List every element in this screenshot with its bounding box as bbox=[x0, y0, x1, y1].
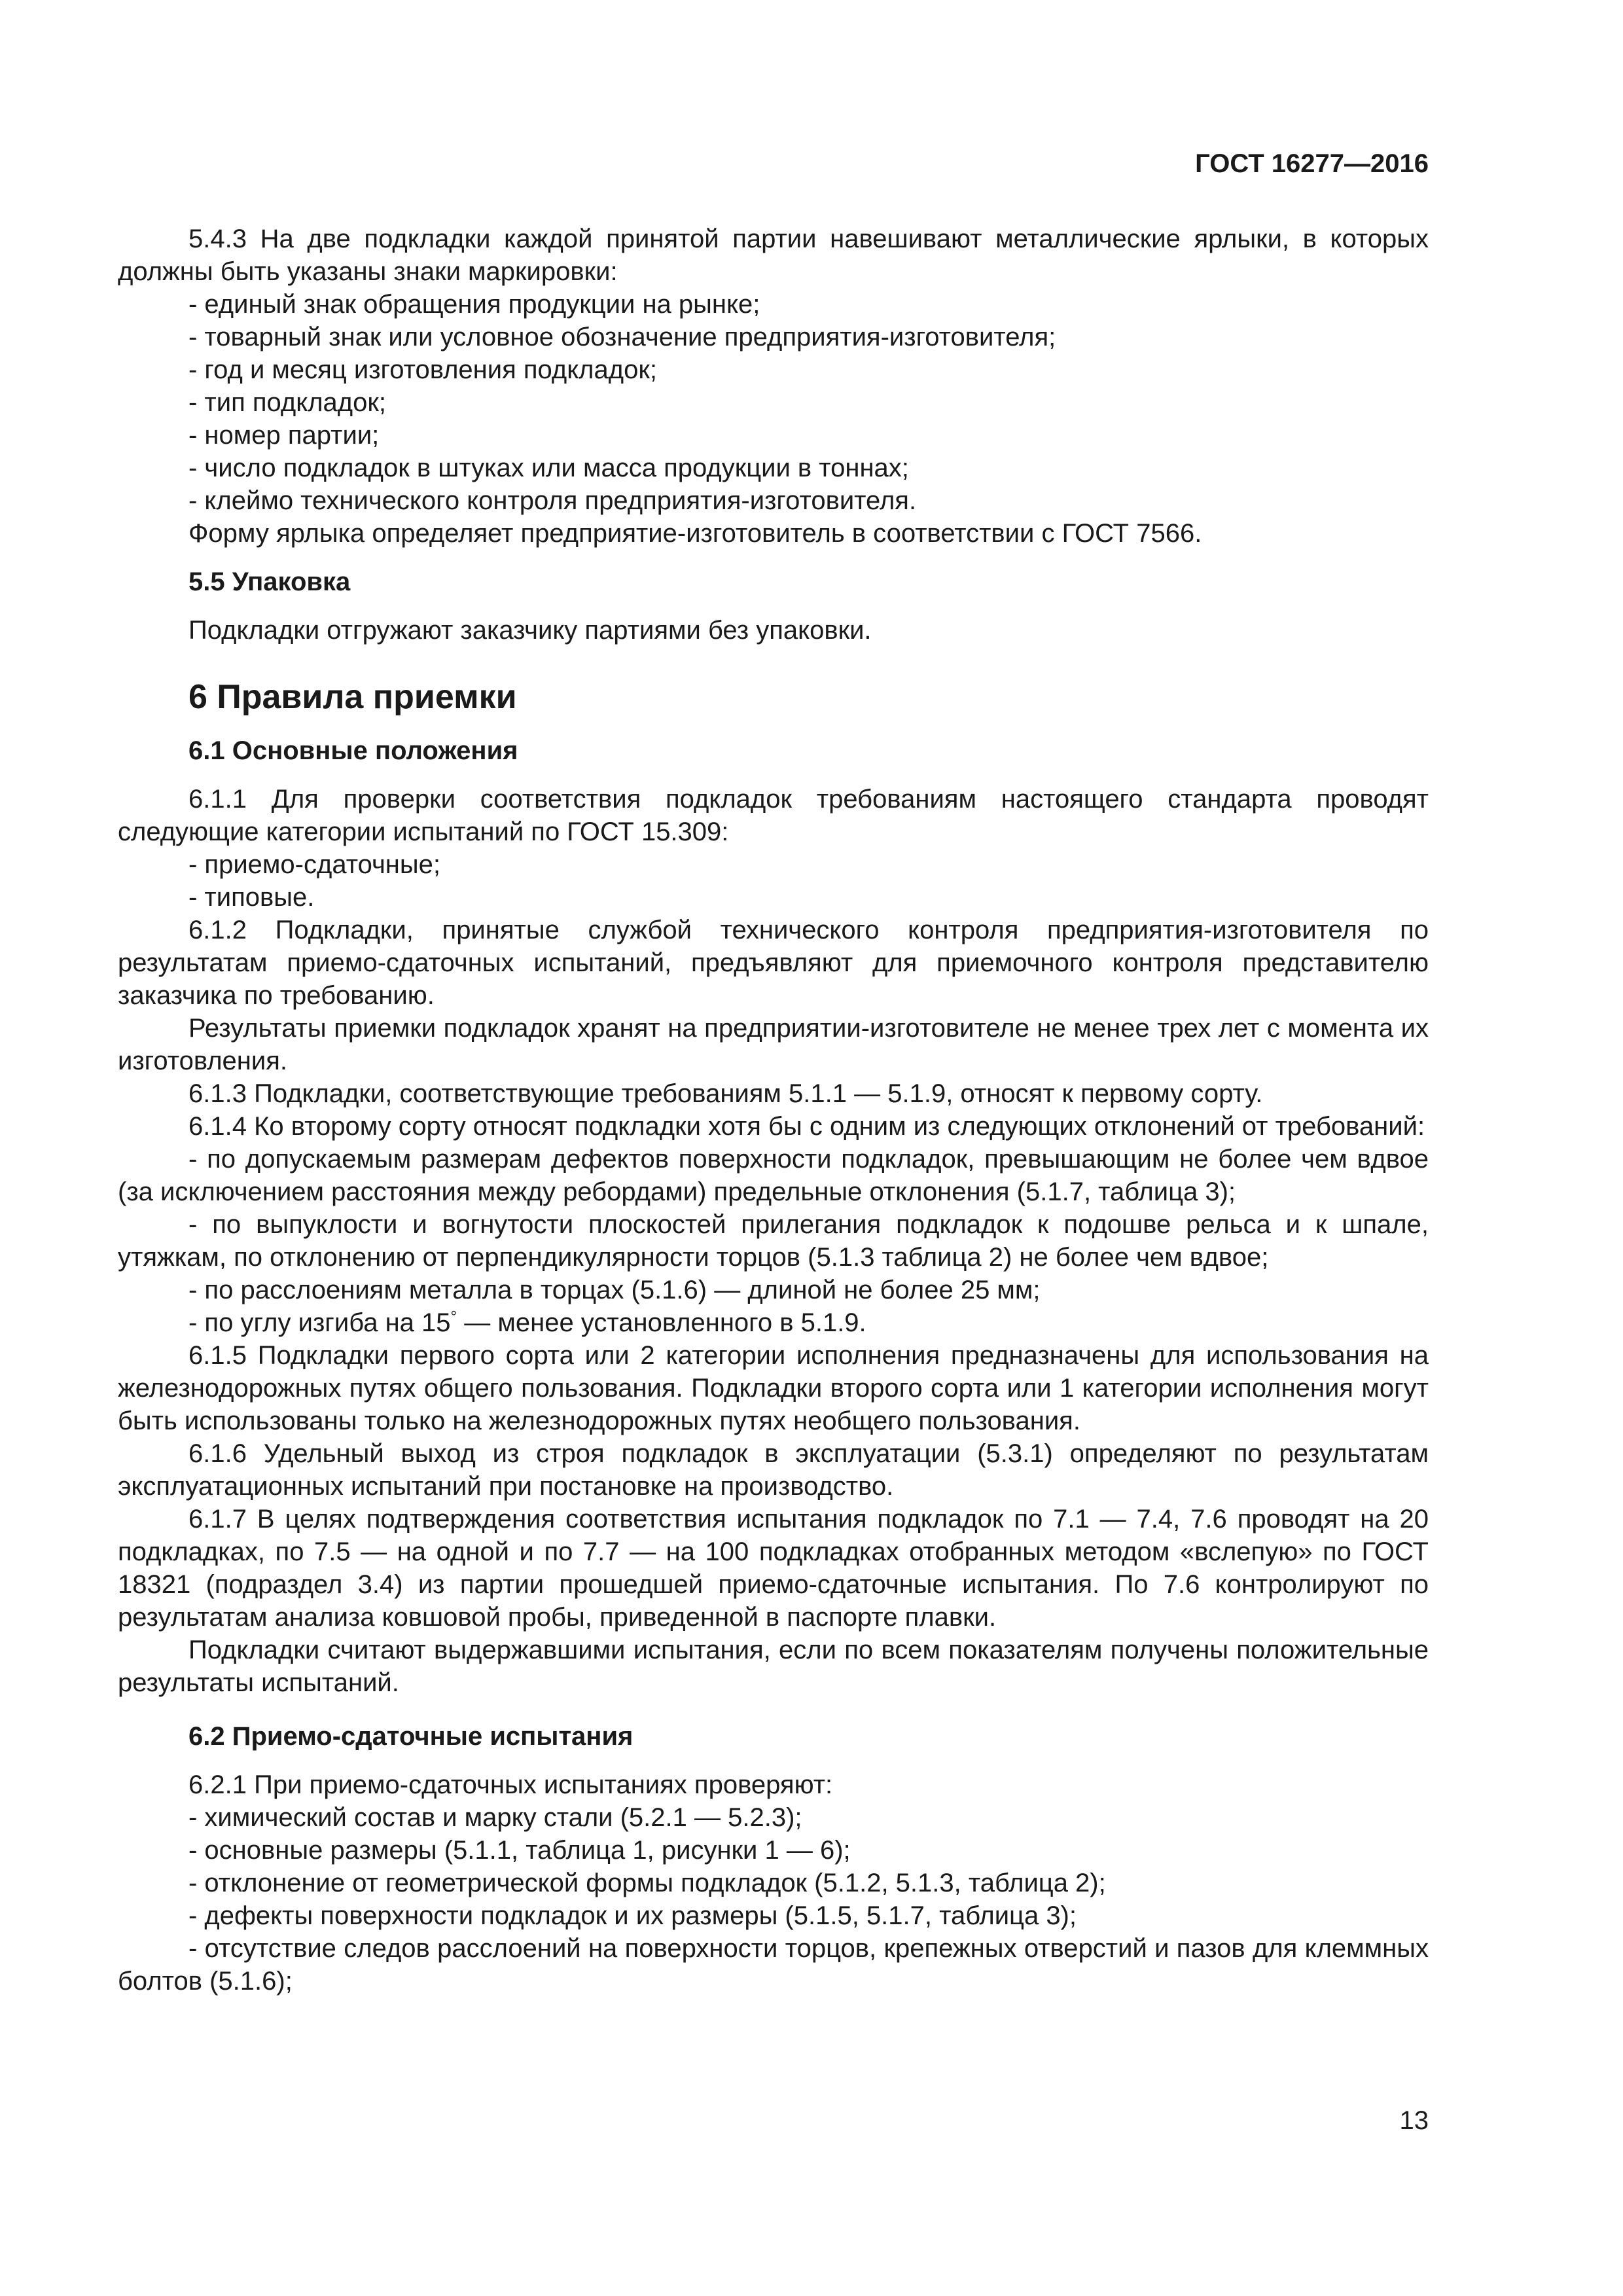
clause-6-1-3: 6.1.3 Подкладки, соответствующие требованиям 5.1.1 — 5.1.9, относят к первому сорту. bbox=[188, 1079, 1263, 1108]
list-item: - дефекты поверхности подкладок и их размеры (5.1.5, 5.1.7, таблица 3); bbox=[188, 1901, 1077, 1930]
heading-6-1: 6.1 Основные положения bbox=[188, 736, 518, 765]
clause-6-1-4-item: - по расслоениям металла в торцах (5.1.6) — длиной не более 25 мм; bbox=[188, 1276, 1041, 1304]
clause-6-2-1: 6.2.1 При приемо-сдаточных испытаниях проверяют: bbox=[188, 1770, 833, 1799]
list-item: - клеймо технического контроля предприятия-изготовителя. bbox=[188, 486, 917, 515]
list-item: - товарный знак или условное обозначение предприятия-изготовителя; bbox=[188, 323, 1056, 351]
list-item: - приемо-сдаточные; bbox=[188, 850, 440, 879]
clause-6-1-2: 6.1.2 Подкладки, принятые службой технического контроля предприятия-изготовителя по результатам приемо-сдаточных испытаний, предъявляют для приемочного контроля представителю заказчика по требованию. bbox=[118, 916, 1429, 1010]
heading-section-6: 6 Правила приемки bbox=[188, 678, 517, 716]
clause-5-5: Подкладки отгружают заказчику партиями без упаковки. bbox=[188, 616, 872, 645]
clause-6-1-4-item: - по допускаемым размерам дефектов поверхности подкладок, превышающим не более чем вдвое (за исключением расстояния между ребордами) предельные отклонения (5.1.7, таблица 3); bbox=[118, 1145, 1429, 1206]
clause-6-1-4: 6.1.4 Ко второму сорту относят подкладки хотя бы с одним из следующих отклонений от требований: bbox=[188, 1112, 1425, 1141]
list-item: - химический состав и марку стали (5.2.1 — 5.2.3); bbox=[188, 1803, 802, 1832]
list-item: - год и месяц изготовления подкладок; bbox=[188, 355, 657, 384]
clause-6-1-6: 6.1.6 Удельный выход из строя подкладок в эксплуатации (5.3.1) определяют по результатам эксплуатационных испытаний при постановке на производство. bbox=[118, 1439, 1429, 1501]
document-body bbox=[118, 223, 1429, 1998]
clause-5-4-3-closing: Форму ярлыка определяет предприятие-изготовитель в соответствии с ГОСТ 7566. bbox=[188, 519, 1202, 548]
text-run: - по углу изгиба на 15 bbox=[188, 1308, 451, 1337]
degree-sign: ° bbox=[450, 1308, 457, 1326]
heading-5-5: 5.5 Упаковка bbox=[188, 567, 351, 596]
list-item: - номер партии; bbox=[188, 421, 380, 450]
clause-6-1-2-results: Результаты приемки подкладок хранят на предприятии-изготовителе не менее трех лет с момента их изготовления. bbox=[118, 1014, 1429, 1075]
page-number: 13 bbox=[1399, 2106, 1429, 2135]
standard-designation: ГОСТ 16277—2016 bbox=[1195, 149, 1429, 178]
text-run: — менее установленного в 5.1.9. bbox=[457, 1308, 866, 1337]
list-item: - число подкладок в штуках или масса продукции в тоннах; bbox=[188, 454, 909, 482]
list-item: - типовые. bbox=[188, 883, 315, 912]
clause-6-1-1: 6.1.1 Для проверки соответствия подкладок требованиям настоящего стандарта проводят следующие категории испытаний по ГОСТ 15.309: bbox=[118, 785, 1429, 846]
clause-6-1-7: 6.1.7 В целях подтверждения соответствия испытания подкладок по 7.1 — 7.4, 7.6 проводят на 20 подкладках, по 7.5 — на одной и по 7.7 — на 100 подкладках отобранных методом «вслепую» по ГОСТ 18321 (подраздел 3.4) из партии прошедшей приемо-сдаточные испытания. По 7.6 контролируют по результатам анализа ковшовой пробы, приведенной в паспорте плавки. bbox=[118, 1505, 1429, 1632]
clause-6-1-5: 6.1.5 Подкладки первого сорта или 2 категории исполнения предназначены для использования на железнодорожных путях общего пользования. Подкладки второго сорта или 1 категории исполнения могут быть использованы только на железнодорожных путях необщего пользования. bbox=[118, 1341, 1429, 1435]
list-item: - отсутствие следов расслоений на поверхности торцов, крепежных отверстий и пазов для клеммных болтов (5.1.6); bbox=[118, 1934, 1429, 1996]
heading-6-2: 6.2 Приемо-сдаточные испытания bbox=[188, 1722, 633, 1751]
clause-5-4-3: 5.4.3 На две подкладки каждой принятой партии навешивают металлические ярлыки, в которых должны быть указаны знаки маркировки: bbox=[118, 224, 1429, 286]
list-item: - тип подкладок; bbox=[188, 388, 386, 417]
clause-6-1-4-item: - по выпуклости и вогнутости плоскостей прилегания подкладок к подошве рельса и к шпале, утяжкам, по отклонению от перпендикулярности торцов (5.1.3 таблица 2) не более чем вдвое; bbox=[118, 1210, 1429, 1272]
list-item: - основные размеры (5.1.1, таблица 1, рисунки 1 — 6); bbox=[188, 1836, 851, 1865]
list-item: - отклонение от геометрической формы подкладок (5.1.2, 5.1.3, таблица 2); bbox=[188, 1869, 1106, 1897]
list-item: - единый знак обращения продукции на рынке; bbox=[188, 290, 760, 319]
clause-6-1-7-criteria: Подкладки считают выдержавшими испытания, если по всем показателям получены положительные результаты испытаний. bbox=[118, 1636, 1429, 1697]
clause-6-1-4-item bbox=[118, 1306, 1429, 1339]
